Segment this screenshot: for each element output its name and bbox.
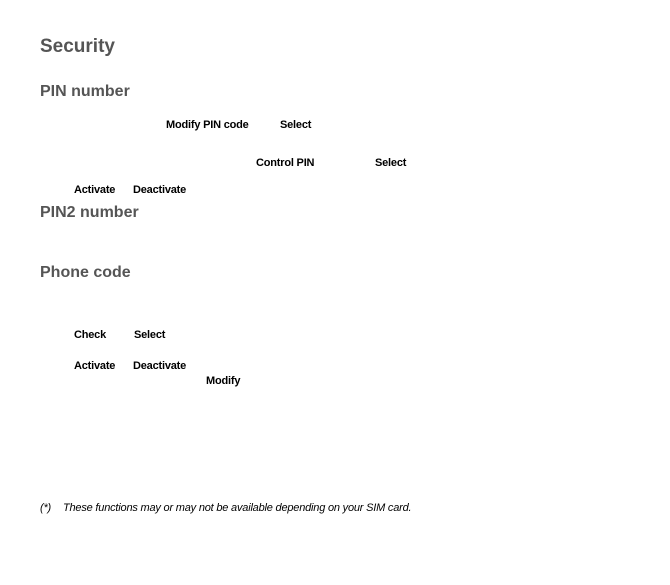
select-term: Select <box>375 157 407 169</box>
footnote-text: These functions may or may not be available depending on your SIM card. <box>63 502 412 514</box>
check-term: Check <box>74 329 107 341</box>
page-title: Security <box>40 36 115 57</box>
activate-term: Activate <box>74 184 116 196</box>
modify-term: Modify <box>206 375 241 387</box>
phone-code-heading: Phone code <box>40 264 131 281</box>
activate-term: Activate <box>74 360 116 372</box>
control-pin-term: Control PIN <box>256 157 315 169</box>
pin2-number-heading: PIN2 number <box>40 204 139 221</box>
modify-pin-code-term: Modify PIN code <box>166 119 249 131</box>
select-term: Select <box>280 119 312 131</box>
footnote-marker: (*) <box>40 502 52 514</box>
pin-number-heading: PIN number <box>40 83 130 100</box>
deactivate-term: Deactivate <box>133 184 187 196</box>
select-term: Select <box>134 329 166 341</box>
deactivate-term: Deactivate <box>133 360 187 372</box>
